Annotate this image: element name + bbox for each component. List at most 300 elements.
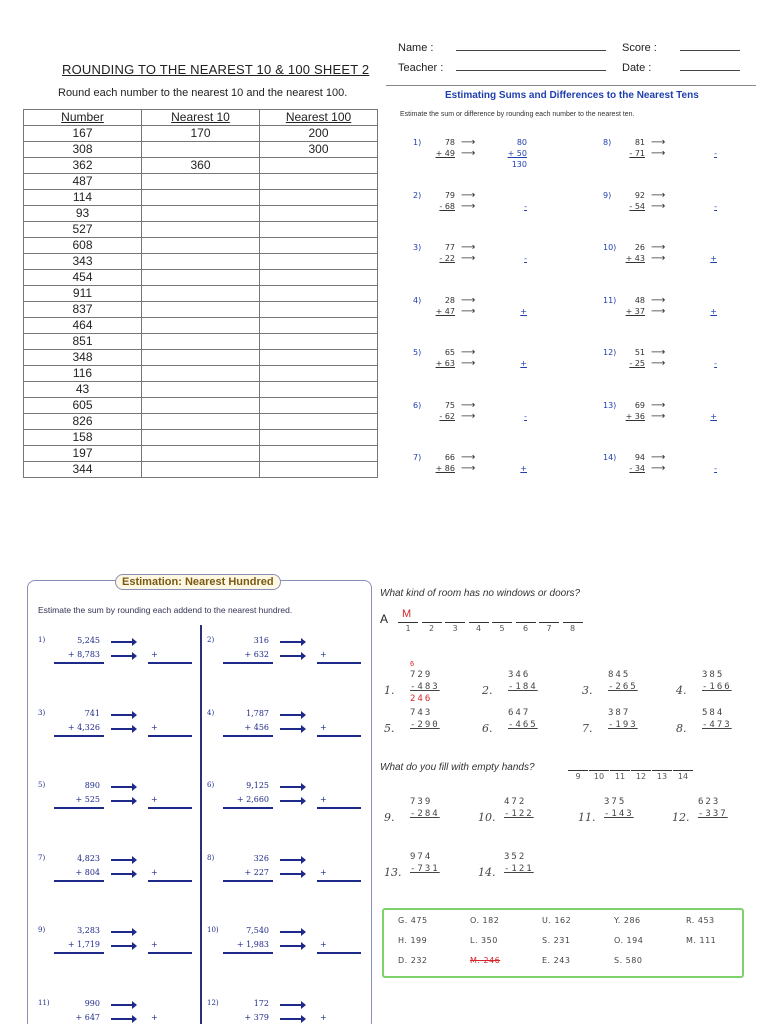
table-row — [24, 414, 378, 430]
number-cell: 826 — [24, 414, 142, 430]
answer-line[interactable] — [317, 880, 361, 882]
column-divider — [200, 625, 202, 1024]
table-row — [24, 238, 378, 254]
plus-sign: + — [151, 722, 158, 732]
subtrahend: -143 — [604, 809, 634, 819]
table-header: Number — [24, 110, 142, 126]
number-cell: 308 — [24, 142, 142, 158]
arrow-icon: ⟶ — [651, 200, 665, 212]
rounded-second[interactable]: - — [524, 411, 527, 421]
arrow-icon — [111, 728, 133, 730]
answer-key-item: L. 350 — [470, 936, 498, 945]
riddle-blank[interactable]: 14 — [673, 770, 693, 781]
number-cell: 43 — [24, 382, 142, 398]
answer-cell[interactable] — [142, 350, 260, 366]
answer-key-item: O. 194 — [614, 936, 644, 945]
first-number: 26 — [634, 243, 645, 252]
subtrahend: -465 — [508, 720, 538, 730]
table-header: Nearest 10 — [142, 110, 260, 126]
answer-line[interactable] — [148, 735, 192, 737]
table-row — [24, 366, 378, 382]
riddle-blank[interactable]: 11 — [610, 770, 630, 781]
second-number: + 36 — [625, 411, 645, 421]
plus-sign: + — [320, 722, 327, 732]
plus-sign: + — [320, 1012, 327, 1022]
problem-number: 6) — [207, 781, 215, 789]
answer-cell[interactable] — [260, 270, 378, 286]
sum-underline — [54, 735, 104, 737]
plus-sign: + — [151, 940, 158, 949]
answer-cell[interactable] — [142, 286, 260, 302]
answer-line[interactable] — [148, 952, 192, 954]
answer-cell[interactable] — [142, 334, 260, 350]
number-cell: 464 — [24, 318, 142, 334]
date-field[interactable] — [680, 70, 740, 71]
first-addend: 7,540 — [246, 926, 269, 935]
arrow-icon — [280, 1004, 302, 1006]
riddle-2-question: What do you fill with empty hands? — [380, 762, 535, 773]
minuend: 385 — [702, 670, 725, 680]
second-addend: + 456 — [244, 722, 269, 732]
answer-line[interactable] — [317, 735, 361, 737]
answer-cell[interactable] — [142, 190, 260, 206]
arrow-icon: ⟶ — [651, 347, 665, 358]
minuend: 743 — [410, 708, 433, 718]
number-cell: 114 — [24, 190, 142, 206]
first-addend: 9,125 — [246, 781, 269, 790]
arrow-icon — [111, 655, 133, 657]
second-number: - 68 — [439, 201, 455, 211]
arrow-icon — [280, 641, 302, 643]
arrow-icon — [280, 859, 302, 861]
minuend: 352 — [504, 852, 527, 862]
first-number: 48 — [634, 295, 645, 305]
second-addend: + 632 — [244, 650, 269, 659]
rounded-second[interactable]: - — [714, 464, 717, 473]
score-label: Score : — [622, 42, 657, 54]
answer-key-item: S. 231 — [542, 936, 571, 945]
problem-number: 4. — [676, 684, 687, 697]
first-number: 65 — [444, 348, 455, 357]
answer-cell[interactable] — [260, 222, 378, 238]
sum-underline — [223, 735, 273, 737]
answer-cell[interactable] — [142, 270, 260, 286]
answer-cell[interactable] — [260, 158, 378, 174]
arrow-icon: ⟶ — [651, 463, 665, 474]
plus-sign: + — [320, 940, 327, 949]
problem-number: 8) — [603, 138, 612, 147]
arrow-icon — [111, 1004, 133, 1006]
second-number: + 63 — [435, 359, 455, 368]
rounded-second[interactable]: + — [710, 254, 717, 263]
table-row — [24, 382, 378, 398]
arrow-icon: ⟶ — [461, 294, 475, 306]
table-row — [24, 430, 378, 446]
problem-number: 4) — [207, 708, 215, 717]
riddle-blank[interactable]: 4 — [469, 622, 489, 633]
teacher-field[interactable] — [456, 70, 606, 71]
riddle-blank[interactable]: 7 — [539, 622, 559, 633]
minuend: 387 — [608, 708, 631, 718]
second-addend: + 1,983 — [236, 940, 269, 949]
estimate-result[interactable]: 130 — [511, 160, 527, 169]
first-addend: 4,823 — [77, 853, 100, 863]
rounded-second[interactable]: - — [524, 254, 527, 263]
answer-line[interactable] — [148, 807, 192, 809]
teacher-label: Teacher : — [398, 62, 444, 74]
number-cell: 343 — [24, 254, 142, 270]
subtrahend: -284 — [410, 809, 440, 819]
first-number: 92 — [634, 190, 645, 200]
riddle-blank[interactable]: 9 — [568, 770, 588, 781]
table-row — [24, 222, 378, 238]
arrow-icon — [111, 800, 133, 802]
problem-number: 5) — [38, 781, 46, 789]
hundred-sheet-title: Estimation: Nearest Hundred — [115, 574, 281, 590]
answer-cell[interactable] — [142, 398, 260, 414]
table-row — [24, 142, 378, 158]
problem-number: 11. — [578, 811, 596, 824]
second-number: - 54 — [629, 201, 645, 211]
minuend: 375 — [604, 797, 627, 807]
answer-cell[interactable] — [142, 462, 260, 478]
problem-number: 1. — [384, 684, 395, 697]
answer-cell[interactable] — [260, 286, 378, 302]
answer-line[interactable] — [317, 807, 361, 809]
arrow-icon — [280, 931, 302, 933]
second-number: + 43 — [625, 254, 645, 263]
answer-cell[interactable] — [260, 462, 378, 478]
arrow-icon: ⟶ — [461, 200, 475, 212]
arrow-icon: ⟶ — [461, 452, 475, 463]
arrow-icon: ⟶ — [461, 358, 475, 369]
problem-number: 2. — [482, 684, 493, 697]
arrow-icon: ⟶ — [651, 294, 665, 306]
answer-cell[interactable]: 200 — [260, 126, 378, 142]
minuend: 346 — [508, 670, 531, 680]
problem-number: 11) — [603, 295, 617, 305]
second-addend: + 227 — [244, 867, 269, 877]
minuend: 729 — [410, 670, 433, 680]
arrow-icon: ⟶ — [651, 410, 665, 422]
answer-cell[interactable] — [260, 382, 378, 398]
minuend: 472 — [504, 797, 527, 807]
table-row — [24, 286, 378, 302]
problem-number: 3) — [38, 708, 46, 717]
rounded-second[interactable]: + — [710, 411, 717, 421]
answer-cell[interactable] — [142, 238, 260, 254]
first-addend: 316 — [253, 636, 269, 645]
first-addend: 741 — [84, 708, 100, 718]
subtrahend: -473 — [702, 720, 732, 730]
rounded-second[interactable]: + 50 — [507, 149, 527, 158]
rounded-second[interactable]: + — [710, 306, 717, 316]
second-addend: + 8,783 — [67, 650, 100, 659]
table-row — [24, 318, 378, 334]
answer-line[interactable] — [148, 662, 192, 664]
arrow-icon — [111, 931, 133, 933]
header-divider — [386, 85, 756, 86]
answer-cell[interactable] — [260, 398, 378, 414]
sum-underline — [223, 880, 273, 882]
second-addend: + 2,660 — [236, 795, 269, 804]
name-field[interactable] — [456, 50, 606, 51]
second-number: - 34 — [629, 464, 645, 473]
problem-number: 5) — [413, 348, 422, 357]
second-addend: + 1,719 — [67, 940, 100, 949]
answer-cell[interactable] — [142, 302, 260, 318]
answer-cell[interactable] — [142, 318, 260, 334]
answer-cell[interactable]: 300 — [260, 142, 378, 158]
table-row — [24, 462, 378, 478]
second-number: + 49 — [435, 149, 455, 158]
number-cell: 116 — [24, 366, 142, 382]
problem-number: 2) — [207, 636, 215, 644]
answer-cell[interactable] — [142, 142, 260, 158]
arrow-icon — [111, 641, 133, 643]
answer-cell[interactable] — [260, 254, 378, 270]
rounded-second[interactable]: - — [524, 201, 527, 211]
first-number: 69 — [634, 400, 645, 410]
answer-cell[interactable] — [142, 414, 260, 430]
answer-line[interactable] — [148, 880, 192, 882]
sum-underline — [223, 662, 273, 664]
answer-cell[interactable] — [142, 366, 260, 382]
answer-key-item: R. 453 — [686, 916, 715, 925]
arrow-icon — [111, 945, 133, 947]
first-number: 51 — [634, 348, 645, 357]
answer-cell[interactable] — [142, 446, 260, 462]
number-cell: 608 — [24, 238, 142, 254]
riddle-blank[interactable]: 1 — [398, 622, 418, 633]
answer-cell[interactable] — [142, 222, 260, 238]
answer-cell[interactable] — [260, 238, 378, 254]
second-addend: + 804 — [75, 867, 100, 877]
first-number: 75 — [444, 400, 455, 410]
table-header: Nearest 100 — [260, 110, 378, 126]
arrow-icon: ⟶ — [461, 137, 475, 148]
plus-sign: + — [320, 795, 327, 804]
number-cell: 197 — [24, 446, 142, 462]
arrow-icon: ⟶ — [461, 242, 475, 253]
problem-number: 2) — [413, 190, 422, 200]
arrow-icon: ⟶ — [651, 189, 665, 201]
plus-sign: + — [320, 867, 327, 877]
arrow-icon — [280, 714, 302, 716]
answer-cell[interactable] — [260, 366, 378, 382]
difference[interactable]: 246 — [410, 694, 433, 704]
plus-sign: + — [151, 650, 158, 659]
arrow-icon: ⟶ — [461, 399, 475, 411]
problem-number: 7) — [38, 853, 46, 862]
sum-underline — [54, 807, 104, 809]
arrow-icon: ⟶ — [651, 399, 665, 411]
tens-sheet-instructions: Estimate the sum or difference by rounding each number to the nearest ten. — [400, 111, 635, 118]
table-row — [24, 190, 378, 206]
rounded-second[interactable]: + — [520, 464, 527, 473]
subtrahend: -731 — [410, 864, 440, 874]
problem-number: 3. — [582, 684, 593, 697]
first-number: 81 — [634, 138, 645, 147]
number-cell: 158 — [24, 430, 142, 446]
answer-cell[interactable] — [260, 350, 378, 366]
answer-cell[interactable] — [260, 174, 378, 190]
problem-number: 6. — [482, 722, 493, 735]
problem-number: 14) — [603, 453, 617, 462]
score-field[interactable] — [680, 50, 740, 51]
number-cell: 362 — [24, 158, 142, 174]
table-row — [24, 126, 378, 142]
problem-number: 12) — [207, 998, 219, 1007]
arrow-icon — [111, 714, 133, 716]
answer-cell[interactable] — [142, 206, 260, 222]
arrow-icon — [280, 728, 302, 730]
riddle-blank[interactable]: 12 — [631, 770, 651, 781]
table-row — [24, 334, 378, 350]
riddle-blank[interactable]: 2 — [422, 622, 442, 633]
second-number: - 62 — [439, 411, 455, 421]
problem-number: 6) — [413, 400, 422, 410]
riddle-blank[interactable]: 13 — [652, 770, 672, 781]
answer-cell[interactable] — [260, 334, 378, 350]
minuend: 845 — [608, 670, 631, 680]
riddle-blank[interactable]: 3 — [445, 622, 465, 633]
answer-cell[interactable] — [142, 174, 260, 190]
riddle-blank[interactable]: 10 — [589, 770, 609, 781]
answer-cell[interactable] — [260, 318, 378, 334]
arrow-icon — [280, 800, 302, 802]
answer-cell[interactable] — [142, 254, 260, 270]
problem-number: 7. — [582, 722, 593, 735]
first-addend: 990 — [84, 998, 100, 1008]
answer-key-item: O. 182 — [470, 916, 500, 925]
answer-cell[interactable] — [260, 206, 378, 222]
answer-cell[interactable] — [260, 302, 378, 318]
arrow-icon: ⟶ — [461, 189, 475, 201]
table-row — [24, 350, 378, 366]
subtrahend: -184 — [508, 682, 538, 692]
sum-underline — [223, 807, 273, 809]
answer-cell[interactable] — [142, 430, 260, 446]
answer-cell[interactable] — [260, 430, 378, 446]
table-row — [24, 446, 378, 462]
rounded-second[interactable]: - — [714, 359, 717, 368]
table-row — [24, 270, 378, 286]
first-addend: 3,283 — [77, 926, 100, 935]
rounded-second[interactable]: + — [520, 306, 527, 316]
answer-line[interactable] — [317, 662, 361, 664]
minuend: 739 — [410, 797, 433, 807]
rounded-first[interactable]: 80 — [516, 138, 527, 147]
arrow-icon: ⟶ — [461, 463, 475, 474]
rounded-second[interactable]: - — [714, 201, 717, 211]
number-cell: 851 — [24, 334, 142, 350]
answer-cell[interactable] — [260, 190, 378, 206]
second-addend: + 525 — [75, 795, 100, 804]
rounded-second[interactable]: - — [714, 149, 717, 158]
second-number: - 25 — [629, 359, 645, 368]
arrow-icon: ⟶ — [651, 305, 665, 317]
subtrahend: -122 — [504, 809, 534, 819]
second-number: - 22 — [439, 254, 455, 263]
first-number: 78 — [444, 138, 455, 147]
problem-number: 13) — [603, 400, 617, 410]
second-number: + 47 — [435, 306, 455, 316]
first-addend: 890 — [84, 781, 100, 790]
answer-key-item: H. 199 — [398, 936, 428, 945]
arrow-icon: ⟶ — [651, 242, 665, 253]
arrow-icon: ⟶ — [461, 253, 475, 264]
arrow-icon: ⟶ — [651, 253, 665, 264]
problem-number: 9) — [38, 926, 46, 934]
first-number: 94 — [634, 453, 645, 462]
second-addend: + 647 — [75, 1012, 100, 1022]
problem-number: 10) — [603, 243, 617, 252]
first-number: 79 — [444, 190, 455, 200]
subtrahend: -265 — [608, 682, 638, 692]
answer-line[interactable] — [317, 952, 361, 954]
answer-key-item: M. 246 — [470, 956, 501, 965]
second-number: + 37 — [625, 306, 645, 316]
answer-key-item: M. 111 — [686, 936, 717, 945]
problem-number: 3) — [413, 243, 422, 252]
problem-number: 4) — [413, 295, 422, 305]
answer-key-item: Y. 286 — [614, 916, 641, 925]
rounding-table — [23, 109, 378, 478]
table-row — [24, 158, 378, 174]
riddle-blank[interactable]: 5 — [492, 622, 512, 633]
arrow-icon — [280, 1018, 302, 1020]
table-row — [24, 174, 378, 190]
problem-number: 9. — [384, 811, 395, 824]
sum-underline — [223, 952, 273, 954]
answer-cell[interactable] — [260, 446, 378, 462]
plus-sign: + — [151, 795, 158, 804]
minuend: 623 — [698, 797, 721, 807]
hundred-sheet-instructions: Estimate the sum by rounding each addend to the nearest hundred. — [38, 605, 293, 615]
arrow-icon — [111, 786, 133, 788]
answer-cell[interactable] — [142, 382, 260, 398]
sum-underline — [54, 952, 104, 954]
minuend: 974 — [410, 852, 433, 862]
answer-cell[interactable]: 360 — [142, 158, 260, 174]
first-number: 66 — [444, 453, 455, 462]
arrow-icon — [280, 786, 302, 788]
answer-cell[interactable] — [260, 414, 378, 430]
number-cell: 344 — [24, 462, 142, 478]
subtrahend: -121 — [504, 864, 534, 874]
number-cell: 837 — [24, 302, 142, 318]
table-row — [24, 206, 378, 222]
arrow-icon: ⟶ — [461, 410, 475, 422]
sum-underline — [54, 662, 104, 664]
number-cell: 348 — [24, 350, 142, 366]
problem-number: 9) — [603, 190, 612, 200]
problem-number: 8. — [676, 722, 687, 735]
arrow-icon: ⟶ — [461, 305, 475, 317]
number-cell: 487 — [24, 174, 142, 190]
borrow-mark: 6 — [410, 660, 415, 668]
riddle-blank[interactable]: 6 — [516, 622, 536, 633]
answer-key-item: S. 580 — [614, 956, 643, 965]
answer-cell[interactable]: 170 — [142, 126, 260, 142]
arrow-icon — [280, 945, 302, 947]
rounded-second[interactable]: + — [520, 359, 527, 368]
subtrahend: -193 — [608, 720, 638, 730]
riddle-blank[interactable]: 8 — [563, 622, 583, 633]
arrow-icon: ⟶ — [651, 452, 665, 463]
problem-number: 7) — [413, 453, 422, 462]
